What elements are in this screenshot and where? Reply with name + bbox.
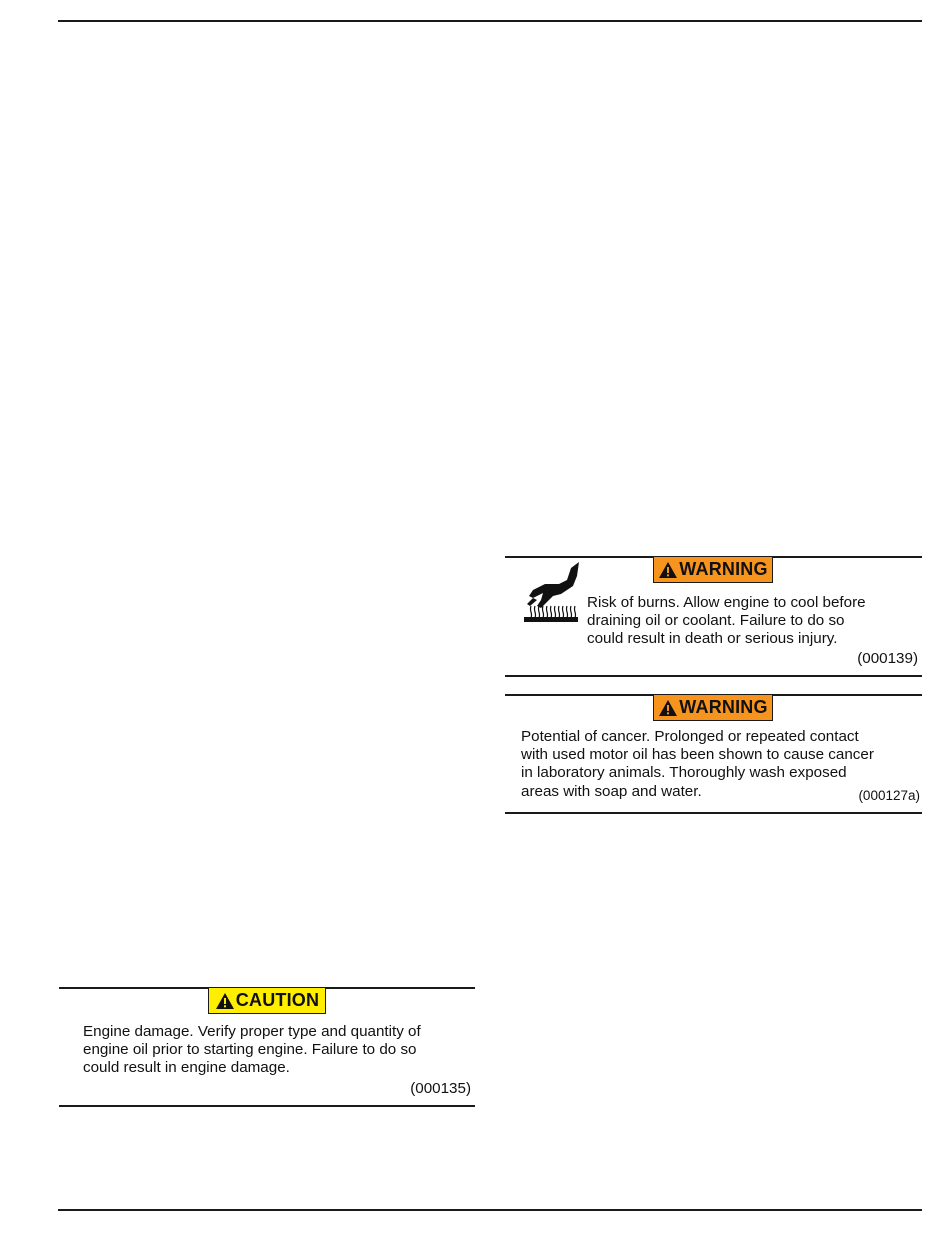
warning-cancer-code: (000127a) — [858, 788, 920, 803]
caution-badge — [208, 987, 326, 1014]
hot-surface-hand-icon — [523, 560, 581, 622]
warning-cancer-message: Potential of cancer. Prolonged or repeated contact with used motor oil has been shown to cause cancer in laboratory animals. Thoroughly wash exposed areas with soap and water. — [521, 728, 874, 800]
warning-cancer-bottom-rule — [505, 812, 922, 814]
warning-burns-badge — [653, 556, 773, 583]
caution-code: (000135) — [410, 1080, 471, 1097]
caution-notice — [59, 987, 475, 1107]
alert-triangle-icon — [658, 699, 678, 717]
footer-rule — [58, 1209, 922, 1211]
caution-badge-label: CAUTION — [235, 990, 320, 1010]
alert-triangle-icon — [215, 992, 235, 1010]
warning-cancer-badge-label: WARNING — [679, 697, 768, 717]
header-rule — [58, 20, 922, 22]
warning-burns-badge-label: WARNING — [679, 559, 768, 579]
warning-cancer-badge — [653, 694, 773, 721]
warning-burns-notice — [505, 556, 922, 677]
warning-burns-bottom-rule — [505, 675, 922, 677]
warning-cancer-notice — [505, 694, 922, 814]
warning-burns-code: (000139) — [857, 650, 918, 667]
warning-burns-message: Risk of burns. Allow engine to cool before draining oil or coolant. Failure to do so could result in death or serious injury. — [587, 594, 866, 648]
caution-bottom-rule — [59, 1105, 475, 1107]
caution-message: Engine damage. Verify proper type and quantity of engine oil prior to starting engine. Failure to do so could result in engine damage. — [83, 1023, 421, 1077]
alert-triangle-icon — [658, 561, 678, 579]
